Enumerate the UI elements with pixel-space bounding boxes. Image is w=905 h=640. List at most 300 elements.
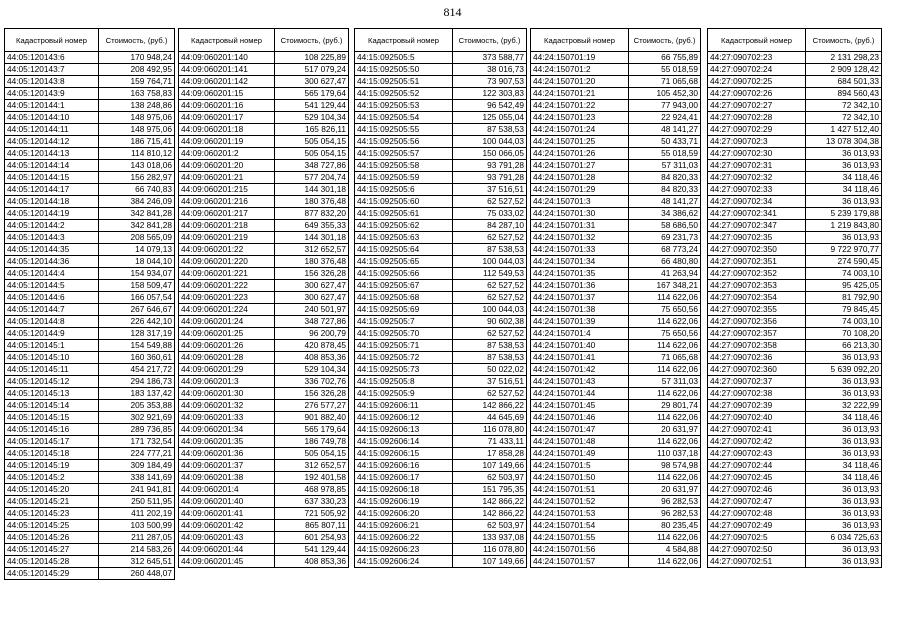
table-row	[179, 64, 349, 76]
cost-cell: 36 013,93	[806, 196, 882, 208]
cost-cell: 96 200,79	[275, 328, 349, 340]
cost-cell: 84 820,33	[629, 172, 701, 184]
table-row	[5, 532, 175, 544]
cost-cell: 41 263,94	[629, 268, 701, 280]
table-row	[531, 364, 701, 376]
cadastral-number-cell: 44:27:090702:24	[708, 64, 806, 76]
cadastral-number-cell: 44:09:060201:141	[179, 64, 275, 76]
cost-cell: 71 065,68	[629, 76, 701, 88]
cost-cell: 721 505,92	[275, 508, 349, 520]
cadastral-number-cell: 44:15:092505:9	[355, 388, 453, 400]
cadastral-number-cell: 44:24:150701:27	[531, 160, 629, 172]
cadastral-number-cell: 44:27:090702:347	[708, 220, 806, 232]
table-row	[708, 280, 882, 292]
cadastre-table	[530, 28, 701, 568]
cadastral-number-cell: 44:27:090702:35	[708, 232, 806, 244]
table-row	[5, 544, 175, 556]
cost-cell: 158 509,47	[99, 280, 175, 292]
cost-cell: 274 590,45	[806, 256, 882, 268]
table-row	[708, 436, 882, 448]
cadastral-number-cell: 44:05:120145:15	[5, 412, 99, 424]
cost-cell: 300 627,47	[275, 76, 349, 88]
cost-cell: 160 360,61	[99, 352, 175, 364]
cadastral-number-cell: 44:15:092505:67	[355, 280, 453, 292]
table-row	[531, 508, 701, 520]
cost-cell: 62 503,97	[453, 520, 527, 532]
table-row	[355, 448, 527, 460]
cadastral-number-cell: 44:09:060201:19	[179, 136, 275, 148]
cadastral-number-cell: 44:24:150701:3	[531, 196, 629, 208]
table-row	[708, 160, 882, 172]
cadastral-number-cell: 44:24:150701:4	[531, 328, 629, 340]
cost-cell: 214 583,26	[99, 544, 175, 556]
cadastral-number-cell: 44:15:092505:53	[355, 100, 453, 112]
cost-cell: 74 003,10	[806, 316, 882, 328]
table-row	[179, 268, 349, 280]
cadastral-number-cell: 44:09:060201:215	[179, 184, 275, 196]
table-row	[708, 496, 882, 508]
table-row	[5, 88, 175, 100]
cadastral-number-cell: 44:09:060201:29	[179, 364, 275, 376]
cadastre-column-2	[178, 28, 349, 568]
table-row	[355, 292, 527, 304]
cost-cell: 309 184,49	[99, 460, 175, 472]
cost-cell: 36 013,93	[806, 556, 882, 568]
cost-cell: 348 727,86	[275, 316, 349, 328]
cadastral-number-cell: 44:27:090702:3	[708, 136, 806, 148]
cadastral-number-cell: 44:09:060201:36	[179, 448, 275, 460]
table-row	[355, 412, 527, 424]
cost-cell: 541 129,44	[275, 100, 349, 112]
cost-cell: 80 235,45	[629, 520, 701, 532]
table-row	[355, 232, 527, 244]
cadastral-number-cell: 44:24:150701:24	[531, 124, 629, 136]
cadastral-number-cell: 44:09:060201:22	[179, 244, 275, 256]
cadastral-number-cell: 44:09:060201:24	[179, 316, 275, 328]
cost-cell: 100 044,03	[453, 136, 527, 148]
cadastre-column-1	[4, 28, 175, 580]
table-row	[531, 340, 701, 352]
cost-cell: 122 303,83	[453, 88, 527, 100]
table-row	[5, 340, 175, 352]
table-row	[531, 124, 701, 136]
cadastral-number-cell: 44:27:090702:43	[708, 448, 806, 460]
table-row	[5, 304, 175, 316]
table-row	[5, 400, 175, 412]
cost-cell: 36 013,93	[806, 424, 882, 436]
cost-cell: 165 826,11	[275, 124, 349, 136]
cost-cell: 103 500,99	[99, 520, 175, 532]
cost-cell: 20 631,97	[629, 424, 701, 436]
cadastral-number-cell: 44:15:092505:56	[355, 136, 453, 148]
cadastral-number-cell: 44:05:120145:26	[5, 532, 99, 544]
table-row	[179, 256, 349, 268]
cadastral-number-cell: 44:27:090702:358	[708, 340, 806, 352]
cadastral-number-cell: 44:27:090702:36	[708, 352, 806, 364]
cadastral-number-cell: 44:27:090702:49	[708, 520, 806, 532]
cost-cell: 114 810,12	[99, 148, 175, 160]
header-cost: Стоимость, (руб.)	[275, 29, 349, 52]
cost-cell: 75 033,02	[453, 208, 527, 220]
cost-cell: 77 943,00	[629, 100, 701, 112]
table-header-row	[531, 29, 701, 52]
cadastral-number-cell: 44:15:092606:17	[355, 472, 453, 484]
table-row	[5, 232, 175, 244]
cadastral-number-cell: 44:15:092606:12	[355, 412, 453, 424]
table-row	[355, 124, 527, 136]
cadastral-number-cell: 44:05:120144:35	[5, 244, 99, 256]
cadastral-number-cell: 44:09:060201:219	[179, 232, 275, 244]
cost-cell: 171 732,54	[99, 436, 175, 448]
cost-cell: 66 755,89	[629, 52, 701, 64]
cadastral-number-cell: 44:05:120145:17	[5, 436, 99, 448]
table-row	[179, 220, 349, 232]
table-row	[355, 352, 527, 364]
cost-cell: 72 342,10	[806, 100, 882, 112]
table-row	[355, 280, 527, 292]
table-row	[5, 124, 175, 136]
table-row	[708, 196, 882, 208]
table-row	[708, 424, 882, 436]
cost-cell: 577 204,74	[275, 172, 349, 184]
cost-cell: 98 574,98	[629, 460, 701, 472]
table-row	[5, 364, 175, 376]
table-row	[355, 508, 527, 520]
cost-cell: 142 866,22	[453, 508, 527, 520]
cadastral-number-cell: 44:27:090702:355	[708, 304, 806, 316]
cadastral-number-cell: 44:27:090702:25	[708, 76, 806, 88]
cadastral-number-cell: 44:24:150701:5	[531, 460, 629, 472]
table-row	[708, 472, 882, 484]
cadastral-number-cell: 44:15:092505:64	[355, 244, 453, 256]
cost-cell: 50 433,71	[629, 136, 701, 148]
cadastral-number-cell: 44:09:060201:15	[179, 88, 275, 100]
cadastral-number-cell: 44:24:150701:45	[531, 400, 629, 412]
table-row	[179, 364, 349, 376]
cadastral-number-cell: 44:24:150701:34	[531, 256, 629, 268]
cadastral-number-cell: 44:24:150701:56	[531, 544, 629, 556]
cost-cell: 170 948,24	[99, 52, 175, 64]
table-row	[531, 436, 701, 448]
cadastral-number-cell: 44:05:120144:17	[5, 184, 99, 196]
table-row	[5, 148, 175, 160]
table-row	[5, 508, 175, 520]
cost-cell: 684 501,33	[806, 76, 882, 88]
table-row	[179, 340, 349, 352]
cadastral-number-cell: 44:05:120144:7	[5, 304, 99, 316]
cadastral-number-cell: 44:05:120144:14	[5, 160, 99, 172]
table-row	[531, 532, 701, 544]
header-cost: Стоимость, (руб.)	[99, 29, 175, 52]
table-row	[708, 256, 882, 268]
cadastral-number-cell: 44:15:092505:71	[355, 340, 453, 352]
cost-cell: 4 584,88	[629, 544, 701, 556]
cadastral-number-cell: 44:05:120145:13	[5, 388, 99, 400]
table-row	[179, 208, 349, 220]
cadastral-number-cell: 44:15:092505:73	[355, 364, 453, 376]
cost-cell: 205 353,88	[99, 400, 175, 412]
table-row	[179, 556, 349, 568]
cost-cell: 529 104,34	[275, 364, 349, 376]
cost-cell: 312 652,57	[275, 244, 349, 256]
cadastral-number-cell: 44:27:090702:353	[708, 280, 806, 292]
table-row	[179, 424, 349, 436]
cadastral-number-cell: 44:27:090702:41	[708, 424, 806, 436]
table-row	[355, 556, 527, 568]
table-row	[355, 484, 527, 496]
cadastral-number-cell: 44:27:090702:28	[708, 112, 806, 124]
cadastral-number-cell: 44:05:120144:36	[5, 256, 99, 268]
cost-cell: 156 282,97	[99, 172, 175, 184]
table-row	[179, 400, 349, 412]
cost-cell: 408 853,36	[275, 352, 349, 364]
cost-cell: 114 622,06	[629, 364, 701, 376]
cadastral-number-cell: 44:05:120143:8	[5, 76, 99, 88]
cost-cell: 186 749,78	[275, 436, 349, 448]
cadastral-number-cell: 44:09:060201:142	[179, 76, 275, 88]
table-row	[531, 472, 701, 484]
table-row	[179, 508, 349, 520]
cadastral-number-cell: 44:24:150701:49	[531, 448, 629, 460]
cadastre-table	[4, 28, 175, 580]
table-row	[531, 424, 701, 436]
cadastral-number-cell: 44:24:150701:22	[531, 100, 629, 112]
cost-cell: 34 118,46	[806, 172, 882, 184]
table-row	[708, 388, 882, 400]
cadastral-number-cell: 44:09:060201:30	[179, 388, 275, 400]
cost-cell: 138 248,86	[99, 100, 175, 112]
cadastral-number-cell: 44:27:090702:34	[708, 196, 806, 208]
cost-cell: 505 054,15	[275, 136, 349, 148]
table-row	[531, 148, 701, 160]
cadastral-number-cell: 44:24:150701:25	[531, 136, 629, 148]
cost-cell: 108 225,89	[275, 52, 349, 64]
cadastral-number-cell: 44:05:120144:10	[5, 112, 99, 124]
cost-cell: 186 715,41	[99, 136, 175, 148]
cost-cell: 180 376,48	[275, 256, 349, 268]
cadastre-table	[178, 28, 349, 568]
cost-cell: 150 066,05	[453, 148, 527, 160]
cost-cell: 36 013,93	[806, 508, 882, 520]
cost-cell: 75 650,56	[629, 328, 701, 340]
table-row	[531, 76, 701, 88]
cost-cell: 211 287,05	[99, 532, 175, 544]
cadastral-number-cell: 44:05:120145:28	[5, 556, 99, 568]
cadastral-number-cell: 44:24:150701:38	[531, 304, 629, 316]
cost-cell: 72 342,10	[806, 112, 882, 124]
cost-cell: 240 501,97	[275, 304, 349, 316]
table-row	[531, 196, 701, 208]
cost-cell: 142 866,22	[453, 496, 527, 508]
cost-cell: 114 622,06	[629, 340, 701, 352]
cost-cell: 55 018,59	[629, 148, 701, 160]
cost-cell: 208 565,09	[99, 232, 175, 244]
table-row	[355, 436, 527, 448]
cost-cell: 95 425,05	[806, 280, 882, 292]
table-row	[708, 400, 882, 412]
table-row	[355, 532, 527, 544]
cost-cell: 110 037,18	[629, 448, 701, 460]
cost-cell: 20 631,97	[629, 484, 701, 496]
table-row	[179, 460, 349, 472]
cadastral-number-cell: 44:15:092505:51	[355, 76, 453, 88]
cost-cell: 142 866,22	[453, 400, 527, 412]
cost-cell: 565 179,64	[275, 88, 349, 100]
cadastral-number-cell: 44:09:060201:222	[179, 280, 275, 292]
cadastral-number-cell: 44:27:090702:351	[708, 256, 806, 268]
cadastral-number-cell: 44:15:092606:24	[355, 556, 453, 568]
table-row	[355, 424, 527, 436]
cost-cell: 183 137,42	[99, 388, 175, 400]
table-row	[179, 328, 349, 340]
table-row	[5, 196, 175, 208]
cadastral-number-cell: 44:27:090702:42	[708, 436, 806, 448]
cost-cell: 62 527,52	[453, 292, 527, 304]
cadastral-number-cell: 44:05:120144:6	[5, 292, 99, 304]
cost-cell: 58 686,50	[629, 220, 701, 232]
table-row	[708, 208, 882, 220]
cadastral-number-cell: 44:15:092606:13	[355, 424, 453, 436]
cost-cell: 100 044,03	[453, 304, 527, 316]
cadastral-number-cell: 44:27:090702:48	[708, 508, 806, 520]
cadastral-number-cell: 44:27:090702:37	[708, 376, 806, 388]
table-row	[708, 184, 882, 196]
cost-cell: 241 941,81	[99, 484, 175, 496]
cost-cell: 877 832,20	[275, 208, 349, 220]
table-row	[5, 208, 175, 220]
cost-cell: 180 376,48	[275, 196, 349, 208]
cadastral-number-cell: 44:05:120144:9	[5, 328, 99, 340]
cost-cell: 116 078,80	[453, 544, 527, 556]
cadastral-number-cell: 44:05:120144:13	[5, 148, 99, 160]
table-row	[708, 232, 882, 244]
cost-cell: 114 622,06	[629, 436, 701, 448]
cost-cell: 18 044,10	[99, 256, 175, 268]
table-row	[531, 352, 701, 364]
cadastral-number-cell: 44:15:092505:55	[355, 124, 453, 136]
cost-cell: 62 527,52	[453, 196, 527, 208]
table-row	[531, 556, 701, 568]
cadastral-number-cell: 44:24:150701:33	[531, 244, 629, 256]
cadastral-number-cell: 44:27:090702:29	[708, 124, 806, 136]
table-row	[531, 112, 701, 124]
table-row	[5, 556, 175, 568]
table-row	[708, 136, 882, 148]
table-row	[355, 220, 527, 232]
cost-cell: 148 975,06	[99, 124, 175, 136]
table-row	[179, 280, 349, 292]
table-row	[531, 88, 701, 100]
cost-cell: 38 016,73	[453, 64, 527, 76]
cadastral-number-cell: 44:15:092505:59	[355, 172, 453, 184]
cadastral-number-cell: 44:09:060201:16	[179, 100, 275, 112]
table-row	[5, 472, 175, 484]
table-row	[708, 148, 882, 160]
table-row	[708, 520, 882, 532]
table-row	[355, 52, 527, 64]
table-row	[179, 472, 349, 484]
cadastral-number-cell: 44:15:092505:62	[355, 220, 453, 232]
table-row	[179, 160, 349, 172]
cadastral-number-cell: 44:24:150701:20	[531, 76, 629, 88]
table-row	[5, 136, 175, 148]
table-row	[531, 496, 701, 508]
cost-cell: 87 538,53	[453, 340, 527, 352]
cost-cell: 154 934,07	[99, 268, 175, 280]
cadastral-number-cell: 44:27:090702:45	[708, 472, 806, 484]
cadastral-number-cell: 44:15:092505:52	[355, 88, 453, 100]
cadastral-number-cell: 44:24:150701:35	[531, 268, 629, 280]
table-row	[5, 424, 175, 436]
cost-cell: 408 853,36	[275, 556, 349, 568]
cadastral-number-cell: 44:09:060201:40	[179, 496, 275, 508]
table-row	[708, 100, 882, 112]
cadastral-number-cell: 44:15:092505:54	[355, 112, 453, 124]
cadastral-number-cell: 44:09:060201:34	[179, 424, 275, 436]
cadastral-number-cell: 44:05:120143:9	[5, 88, 99, 100]
cadastre-column-3	[354, 28, 527, 568]
cadastral-number-cell: 44:27:090702:356	[708, 316, 806, 328]
cost-cell: 1 427 512,40	[806, 124, 882, 136]
cost-cell: 17 858,28	[453, 448, 527, 460]
cost-cell: 224 777,21	[99, 448, 175, 460]
cost-cell: 34 118,46	[806, 472, 882, 484]
cadastral-number-cell: 44:05:120145:29	[5, 568, 99, 580]
cost-cell: 192 401,58	[275, 472, 349, 484]
table-row	[531, 52, 701, 64]
cost-cell: 13 078 304,38	[806, 136, 882, 148]
cadastral-number-cell: 44:05:120145:1	[5, 340, 99, 352]
cadastral-number-cell: 44:27:090702:352	[708, 268, 806, 280]
cadastral-number-cell: 44:15:092505:60	[355, 196, 453, 208]
table-row	[708, 124, 882, 136]
cadastral-number-cell: 44:05:120144:2	[5, 220, 99, 232]
table-row	[708, 268, 882, 280]
table-row	[708, 352, 882, 364]
table-row	[355, 400, 527, 412]
cost-cell: 342 841,28	[99, 208, 175, 220]
cost-cell: 894 560,43	[806, 88, 882, 100]
table-row	[708, 88, 882, 100]
cadastral-number-cell: 44:15:092505:7	[355, 316, 453, 328]
cadastral-number-cell: 44:05:120145:20	[5, 484, 99, 496]
table-row	[5, 292, 175, 304]
cadastral-number-cell: 44:24:150701:29	[531, 184, 629, 196]
table-row	[5, 520, 175, 532]
cadastral-number-cell: 44:24:150701:32	[531, 232, 629, 244]
table-row	[5, 256, 175, 268]
cadastral-number-cell: 44:15:092505:8	[355, 376, 453, 388]
cadastral-number-cell: 44:27:090702:50	[708, 544, 806, 556]
cadastral-number-cell: 44:24:150701:50	[531, 472, 629, 484]
table-row	[355, 544, 527, 556]
table-row	[179, 124, 349, 136]
cadastral-number-cell: 44:09:060201:41	[179, 508, 275, 520]
cost-cell: 348 727,86	[275, 160, 349, 172]
table-row	[708, 412, 882, 424]
cadastral-number-cell: 44:24:150701:37	[531, 292, 629, 304]
table-row	[531, 256, 701, 268]
cost-cell: 55 018,59	[629, 64, 701, 76]
cadastral-number-cell: 44:09:060201:37	[179, 460, 275, 472]
cadastral-number-cell: 44:15:092505:72	[355, 352, 453, 364]
table-row	[179, 484, 349, 496]
cost-cell: 114 622,06	[629, 556, 701, 568]
table-row	[355, 148, 527, 160]
cost-cell: 114 622,06	[629, 316, 701, 328]
cost-cell: 81 792,90	[806, 292, 882, 304]
header-cadastral-number: Кадастровый номер	[355, 29, 453, 52]
